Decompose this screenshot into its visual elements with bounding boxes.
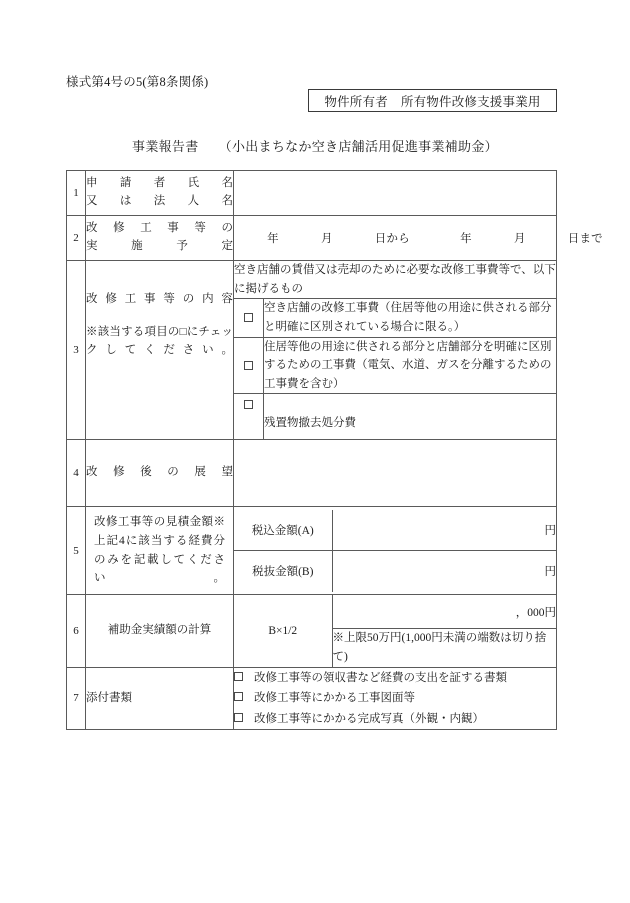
- row-label-work-content-note: ※該当する項目の□にチェックしてください。: [86, 325, 233, 357]
- input-subsidy-amount[interactable]: [332, 595, 556, 629]
- estimate-label-tax-excluded: 税抜金額(B): [234, 551, 332, 592]
- checkbox-icon: [244, 400, 253, 409]
- label-char: 請: [119, 177, 132, 190]
- label-char: 工: [124, 293, 137, 305]
- checkbox-work-item-2[interactable]: [234, 337, 264, 394]
- row-label-estimate: 改修工事等の見積金額※上記4に該当する経費分のみを記載してください。: [86, 507, 234, 595]
- label-char: の: [182, 293, 195, 305]
- label-gap: [86, 309, 233, 323]
- label-line-2: [86, 193, 233, 211]
- usage-owner-label: 物件所有者: [324, 94, 388, 109]
- label-char: 等: [194, 222, 206, 235]
- label-char: 内: [202, 293, 214, 305]
- work-item-3-text: 残置物撤去処分費: [264, 394, 557, 440]
- label-char: 事: [167, 222, 179, 235]
- label-char: 施: [131, 240, 143, 252]
- table-row-attachments: [67, 667, 557, 729]
- label-char: 予: [176, 240, 188, 252]
- label-char: 工: [140, 222, 152, 235]
- date-year-to: 年: [460, 233, 472, 245]
- row-label-outlook: [86, 440, 234, 507]
- label-char: 改: [86, 222, 98, 235]
- label-line-1: [86, 220, 233, 238]
- label-char: 改: [86, 293, 98, 305]
- label-char: 後: [140, 466, 152, 479]
- table-row-work-content-intro: [67, 261, 557, 299]
- checkbox-icon: [244, 361, 253, 370]
- currency-unit: 円: [544, 566, 556, 579]
- row-number-3: 3: [67, 261, 86, 440]
- attachment-item-1-text: 改修工事等の領収書など経費の支出を証する書類: [254, 671, 507, 684]
- input-amount-tax-included[interactable]: [332, 510, 556, 551]
- checkbox-work-item-1[interactable]: [234, 299, 264, 337]
- label-char: 修: [105, 293, 117, 305]
- checkbox-icon: [234, 713, 243, 722]
- table-row-schedule: [67, 216, 557, 261]
- attachment-item-3-text: 改修工事等にかかる完成写真（外観・内観）: [254, 712, 484, 725]
- label-char: 等: [163, 293, 175, 305]
- date-day-to: 日まで: [567, 233, 603, 245]
- attachment-list: [234, 667, 557, 729]
- date-month-from: 月: [320, 233, 333, 245]
- row-label-schedule: [86, 216, 234, 261]
- subsidy-formula: B×1/2: [234, 595, 332, 667]
- checkbox-icon: [244, 313, 253, 322]
- input-outlook[interactable]: [234, 440, 557, 507]
- page-title-main: 事業報告書: [132, 139, 199, 154]
- label-char: 展: [194, 466, 206, 479]
- estimate-row-tax-excluded: [234, 551, 556, 592]
- table-row-outlook: [67, 440, 557, 507]
- attachment-item-3[interactable]: [234, 709, 556, 729]
- report-form-table: [66, 170, 603, 730]
- checkbox-icon: [234, 692, 243, 701]
- estimate-label-tax-included: 税込金額(A): [234, 510, 332, 551]
- table-row-subsidy-calculation: [67, 594, 557, 667]
- row-number-4: 4: [67, 440, 86, 507]
- date-year-from: 年: [267, 233, 279, 245]
- label-char: 実: [86, 240, 98, 252]
- work-content-intro-text: 空き店舗の賃借又は売却のために必要な改修工事費等で、以下に掲げるもの: [234, 261, 557, 299]
- label-char: 名: [221, 177, 233, 190]
- label-line-1: [86, 464, 233, 482]
- work-item-1-text: 空き店舗の改修工事費（住居等他の用途に供される部分と明確に区別されている場合に限る。）: [264, 299, 557, 337]
- row-number-2: 2: [67, 216, 86, 261]
- date-day-from: 日から: [374, 233, 410, 245]
- page-title: [0, 136, 630, 155]
- date-month-to: 月: [513, 233, 526, 245]
- label-char: 修: [113, 222, 125, 235]
- label-char: 改: [86, 466, 98, 479]
- estimate-subtable: [234, 510, 556, 592]
- label-char: 者: [153, 177, 166, 190]
- row-label-applicant-name: [86, 171, 234, 216]
- usage-program-label: 所有物件改修支援事業用: [400, 94, 541, 109]
- row-number-1: 1: [67, 171, 86, 216]
- label-char: 氏: [187, 177, 200, 190]
- label-char: 望: [221, 466, 233, 479]
- currency-unit: 円: [544, 524, 556, 537]
- attachment-item-2[interactable]: [234, 688, 556, 708]
- subsidy-subtable: [234, 595, 556, 667]
- label-char: 容: [221, 293, 233, 305]
- form-code: 様式第4号の5(第8条関係): [66, 75, 209, 89]
- label-char: 申: [86, 177, 98, 190]
- table-row-applicant-name: [67, 171, 557, 216]
- label-char: 名: [221, 195, 233, 207]
- checkbox-work-item-3[interactable]: [234, 394, 264, 440]
- label-char: 定: [221, 240, 233, 252]
- label-char: の: [221, 222, 233, 235]
- subsidy-limit-note: ※上限50万円(1,000円未満の端数は切り捨て): [332, 632, 547, 663]
- input-schedule-dates[interactable]: [234, 216, 603, 261]
- label-line-2: [86, 238, 233, 256]
- label-line-1: [86, 291, 233, 309]
- label-char: 又: [86, 195, 98, 207]
- label-char: 法: [153, 195, 166, 207]
- subsidy-amount-suffix: ，000円: [515, 606, 556, 619]
- input-amount-tax-excluded[interactable]: [332, 551, 556, 592]
- row-number-7: 7: [67, 667, 86, 729]
- label-char: 修: [113, 466, 125, 479]
- row-label-subsidy-calculation: 補助金実績額の計算: [86, 594, 234, 667]
- attachment-item-1[interactable]: [234, 668, 556, 688]
- label-char: 事: [144, 293, 156, 305]
- label-char: の: [167, 466, 179, 479]
- label-char: 人: [187, 195, 200, 207]
- row-number-5: 5: [67, 507, 86, 595]
- usage-designation-box: [308, 89, 557, 112]
- checkbox-icon: [234, 672, 243, 681]
- attachment-item-2-text: 改修工事等にかかる工事図面等: [254, 692, 415, 705]
- subsidy-row-amount: [234, 595, 556, 629]
- row-label-work-content: [86, 261, 234, 440]
- row-number-6: 6: [67, 594, 86, 667]
- label-char: は: [119, 195, 132, 207]
- page-title-subsidy: （小出まちなか空き店舗活用促進事業補助金）: [218, 139, 498, 154]
- work-item-2-text: 住居等他の用途に供される部分と店舗部分を明確に区別するための工事費（電気、水道、ガスを分離するための工事費を含む）: [264, 337, 557, 394]
- estimate-row-tax-included: [234, 510, 556, 551]
- input-applicant-name[interactable]: [234, 171, 557, 216]
- row-label-attachments: 添付書類: [86, 667, 234, 729]
- label-line-1: [86, 175, 233, 193]
- table-row-estimate: [67, 507, 557, 595]
